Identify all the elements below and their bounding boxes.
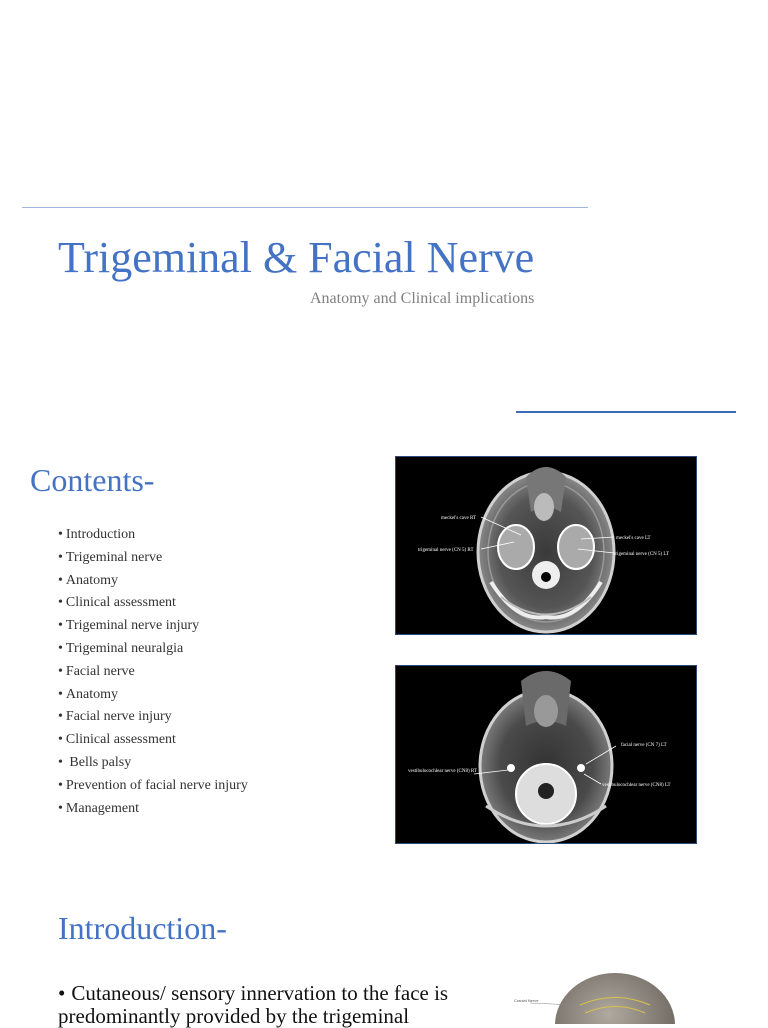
bullet-icon: • — [58, 595, 63, 611]
bullet-icon: • — [58, 640, 63, 656]
bullet-icon: • — [58, 572, 63, 588]
bullet-icon: • — [58, 800, 63, 816]
bullet-icon: • — [58, 527, 63, 542]
contents-item: • Clinical assessment — [58, 732, 176, 748]
contents-item: • Trigeminal nerve — [58, 549, 163, 565]
slide-title: Trigeminal & Facial Nerve — [58, 233, 535, 282]
contents-item: • Prevention of facial nerve injury — [58, 777, 248, 793]
bullet-icon: • — [58, 618, 63, 634]
bullet-icon: • — [58, 777, 63, 793]
bullet-icon: • — [58, 981, 66, 1005]
mri-scan-image — [396, 666, 696, 843]
section-divider — [516, 411, 736, 413]
label-meckels-cave-rt: meckel's cave RT — [441, 516, 477, 521]
label-trigeminal-nerve-lt: trigeminal nerve (CN 5) LT — [614, 552, 670, 557]
bullet-icon: • — [58, 709, 63, 725]
figure-label: Cranial Nerve — [514, 998, 539, 1003]
bullet-icon: • — [58, 549, 63, 565]
label-facial-nerve-lt: facial nerve (CN 7) LT — [621, 743, 667, 748]
contents-item: • Facial nerve — [58, 663, 135, 679]
contents-item: • Bells palsy — [58, 754, 132, 770]
contents-item: • Management — [58, 800, 139, 816]
contents-item: • Clinical assessment — [58, 595, 176, 611]
label-vestibulocochlear-lt: vestibulocochlear nerve (CN8) LT — [602, 783, 671, 788]
bullet-icon: • — [58, 732, 63, 748]
introduction-bullet: • Cutaneous/ sensory innervation to the face is predominantly provided by the trigeminal — [58, 981, 449, 1028]
mri-scan-facial — [395, 665, 697, 844]
contents-item: • Anatomy — [58, 572, 119, 588]
cranial-nerve-figure — [490, 965, 730, 1024]
contents-item: • Facial nerve injury — [58, 709, 172, 725]
mri-scan-image — [396, 457, 696, 634]
contents-list — [58, 524, 248, 820]
label-meckels-cave-lt: meckel's cave LT — [616, 536, 651, 541]
label-trigeminal-nerve-rt: trigeminal nerve (CN 5) RT — [418, 548, 474, 553]
bullet-icon: • — [58, 663, 63, 679]
title-top-divider — [22, 207, 588, 208]
contents-heading: Contents- — [30, 462, 155, 498]
mri-scan-trigeminal — [395, 456, 697, 635]
contents-item: • Trigeminal neuralgia — [58, 640, 184, 656]
contents-item: • Introduction — [58, 527, 136, 542]
label-vestibulocochlear-rt: vestibulocochlear nerve (CN8) RT — [408, 769, 477, 774]
bullet-icon: • — [58, 686, 63, 702]
contents-item: • Trigeminal nerve injury — [58, 618, 200, 634]
introduction-heading: Introduction- — [58, 910, 227, 946]
skull-illustration — [490, 965, 730, 1024]
slide-subtitle: Anatomy and Clinical implications — [310, 290, 535, 307]
contents-item: • Anatomy — [58, 686, 119, 702]
bullet-icon: • — [58, 754, 63, 770]
